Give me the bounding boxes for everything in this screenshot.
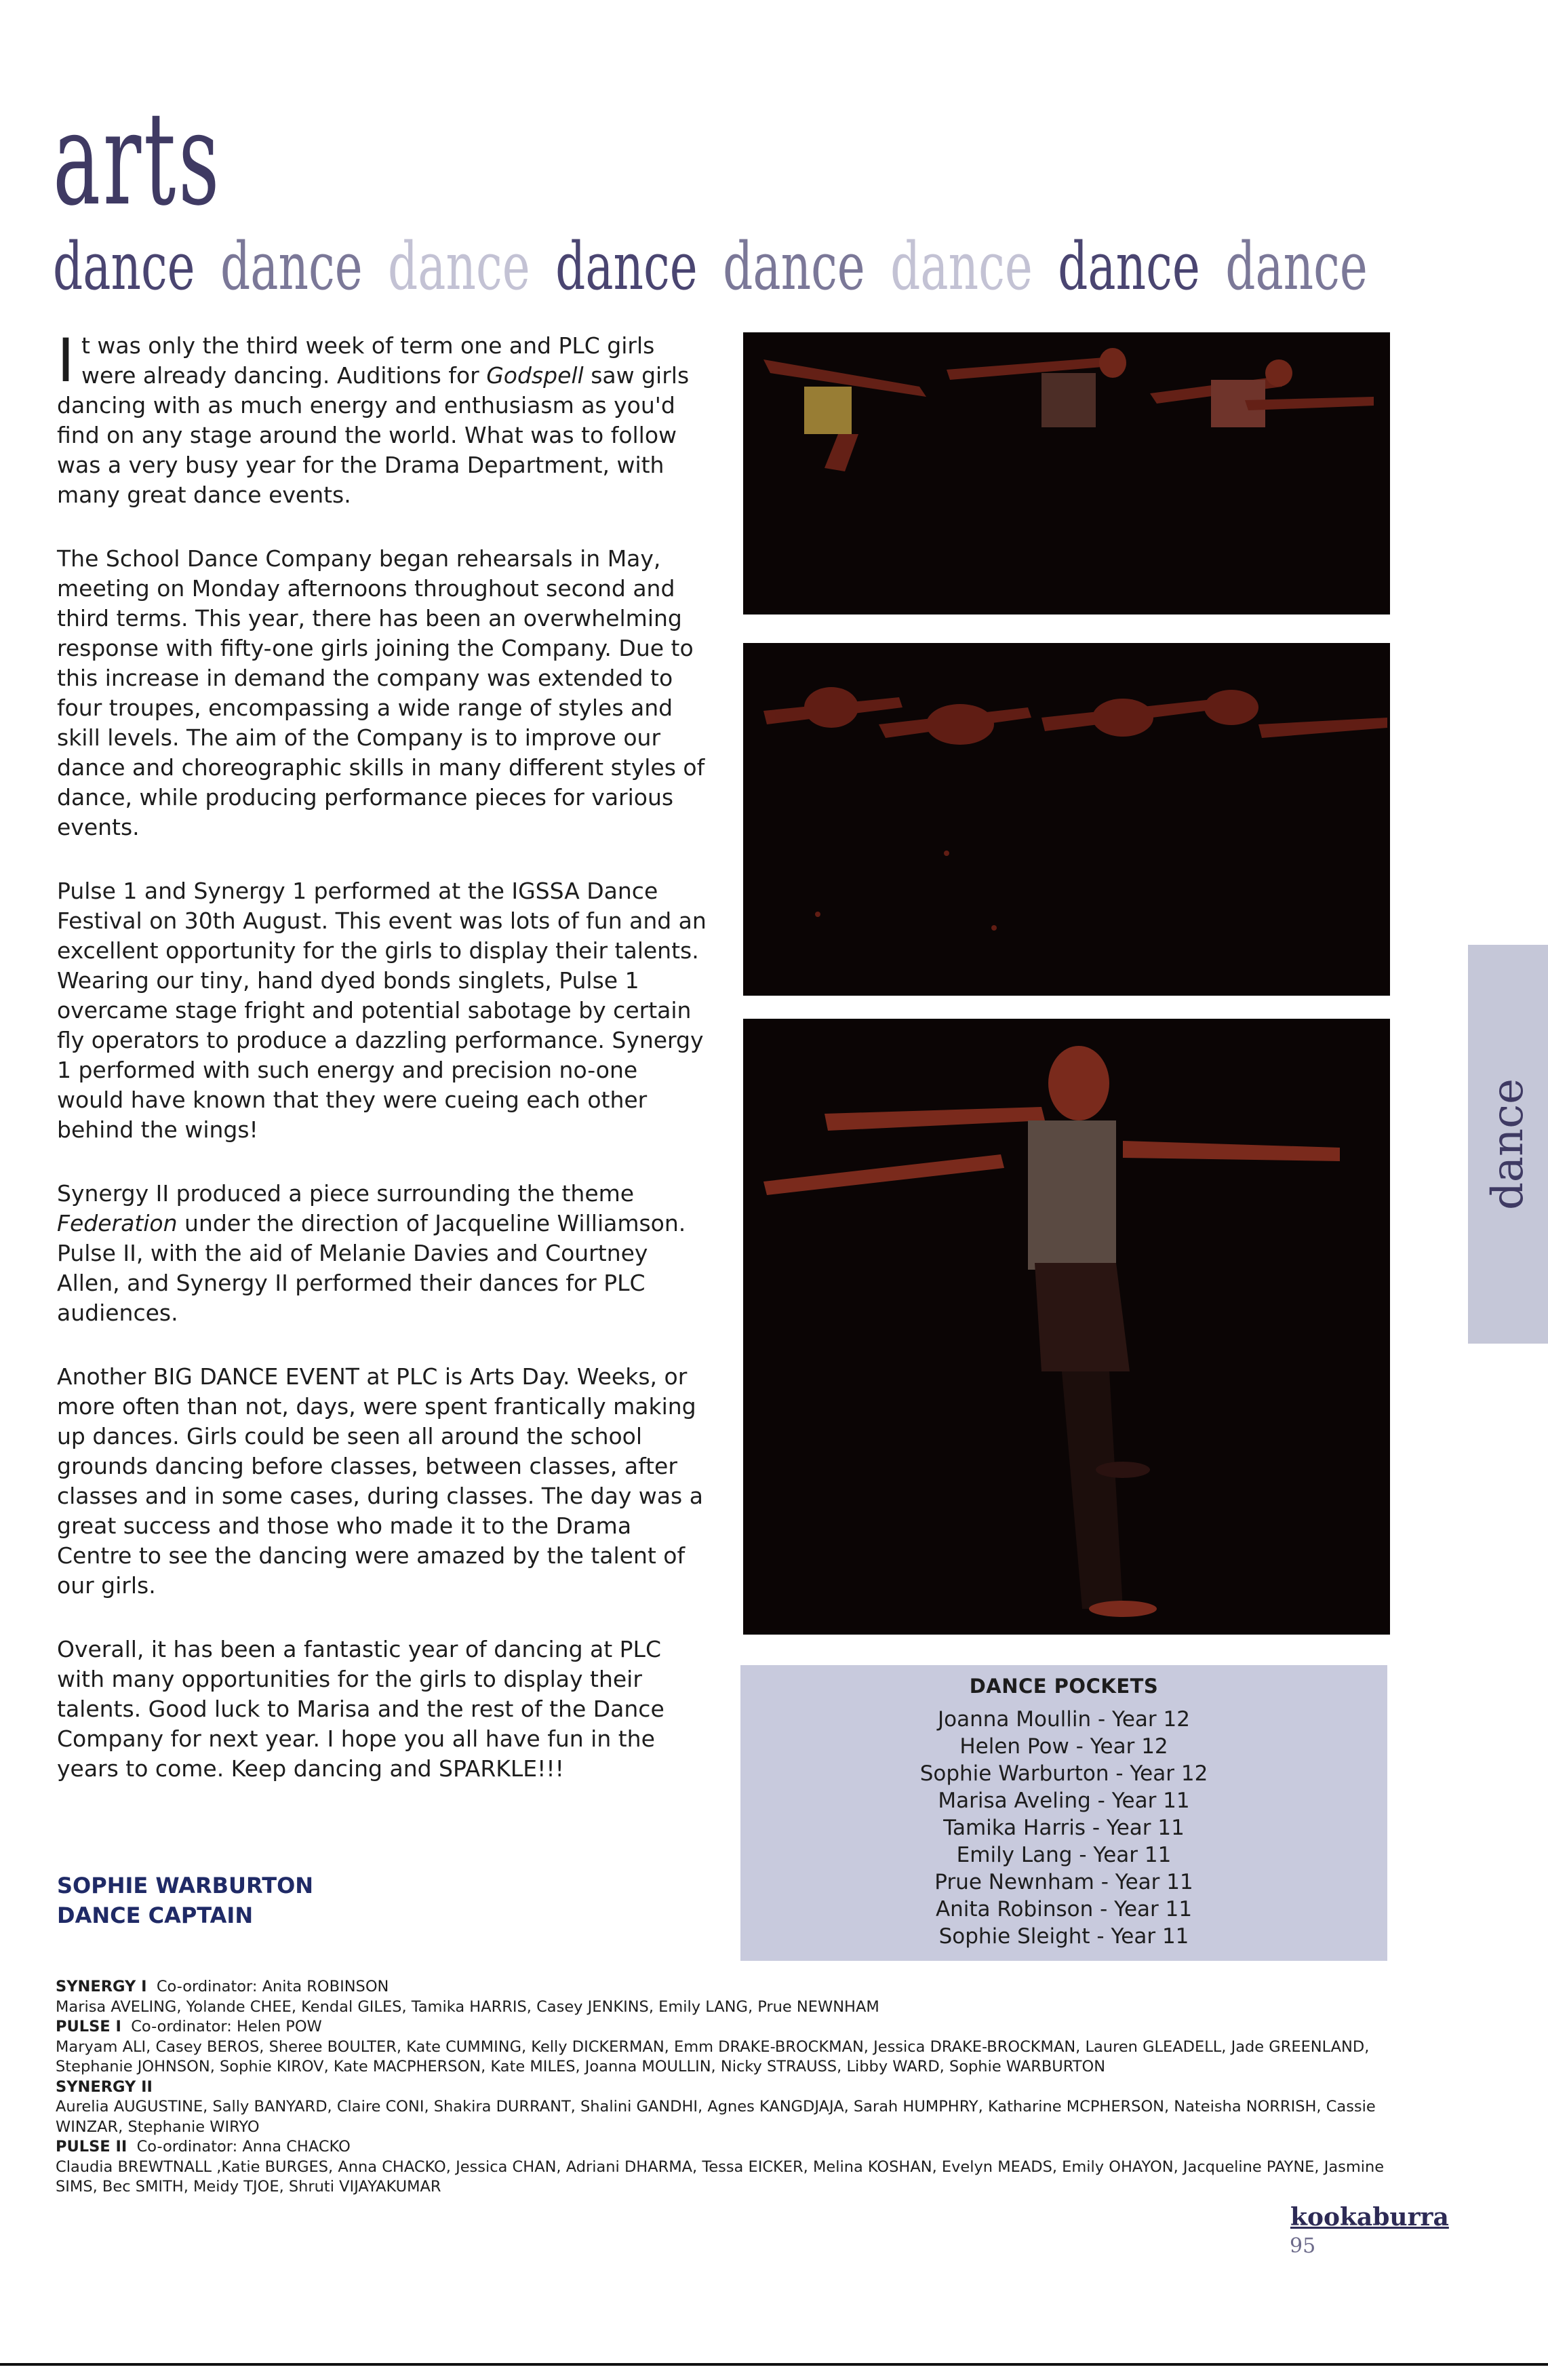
section-title: arts	[53, 84, 222, 234]
dance-photo-troupe	[743, 643, 1390, 996]
credit-members: Claudia BREWTNALL ,Katie BURGES, Anna CHACKO, Jessica CHAN, Adriani DHARMA, Tessa EICKER, Melina KOSHAN, Evelyn MEADS, Emily OHAYON, Jacqueline PAYNE, Jasmine SIMS, Bec SMITH, Meidy TJOE, Shruti VIJAYAKUMAR	[56, 2158, 1385, 2196]
article-paragraph: Overall, it has been a fantastic year of dancing at PLC with many opportunities for the girls to display their talents. Good luck to Marisa and the rest of the Dance Company for next year. I hope you all have fun in the years to come. Keep dancing and SPARKLE!!!	[57, 1636, 664, 1782]
dance-word-banner	[53, 229, 1368, 305]
troupe-credits	[56, 1977, 1385, 2198]
dance-photo-soloist	[743, 1019, 1390, 1635]
list-item: Anita Robinson - Year 11	[935, 1897, 1193, 1921]
author-role: DANCE CAPTAIN	[57, 1903, 254, 1928]
list-item: Marisa Aveling - Year 11	[938, 1789, 1190, 1813]
publication-name: kookaburra	[1290, 2203, 1449, 2231]
section-side-tab	[1468, 945, 1548, 1344]
author-signoff	[57, 1871, 667, 1930]
list-item: Joanna Moullin - Year 12	[938, 1707, 1190, 1732]
list-item: Sophie Warburton - Year 12	[919, 1761, 1208, 1786]
author-name: SOPHIE WARBURTON	[57, 1873, 314, 1898]
dance-pockets-box	[740, 1665, 1387, 1961]
page-number: 95	[1290, 2234, 1316, 2258]
dance-word: dance	[220, 229, 363, 305]
list-item: Sophie Sleight - Year 11	[938, 1924, 1189, 1949]
dance-pockets-title: DANCE POCKETS	[969, 1675, 1159, 1698]
credit-group: SYNERGY I Co-ordinator: Anita ROBINSON	[56, 1978, 389, 1995]
dance-word: dance	[555, 229, 698, 305]
credit-members: Marisa AVELING, Yolande CHEE, Kendal GILES, Tamika HARRIS, Casey JENKINS, Emily LANG, Prue NEWNHAM	[56, 1997, 879, 2016]
article-paragraph: The School Dance Company began rehearsals in May, meeting on Monday afternoons throughout second and third terms. This year, there has been an overwhelming response with fifty-one girls joining the Company. Due to this increase in demand the company was extended to four troupes, encompassing a wide range of styles and skill levels. The aim of the Company is to improve our dance and choreographic skills in many different styles of dance, while producing performance pieces for various events.	[57, 545, 705, 840]
credit-members: Maryam ALI, Casey BEROS, Sheree BOULTER, Kate CUMMING, Kelly DICKERMAN, Emm DRAKE-BROCKMAN, Jessica DRAKE-BROCKMAN, Lauren GLEADELL, Jade GREENLAND, Stephanie JOHNSON, Sophie KIROV, Kate MACPHERSON, Kate MILES, Joanna MOULLIN, Nicky STRAUSS, Libby WARD, Sophie WARBURTON	[56, 2037, 1370, 2075]
article-paragraph: It was only the third week of term one and PLC girls were already dancing. Auditions for Godspell saw girls dancing with as much energy and enthusiasm as you'd find on any stage around the world. What was to follow was a very busy year for the Drama Department, with many great dance events.	[57, 326, 690, 508]
dance-word: dance	[890, 229, 1033, 305]
dance-photo-trio	[743, 332, 1390, 614]
article-body	[57, 326, 708, 1818]
dance-word: dance	[53, 229, 195, 305]
dance-word: dance	[388, 229, 530, 305]
bottom-rule	[0, 2363, 1548, 2366]
credit-group: SYNERGY II	[56, 2077, 153, 2096]
drop-cap: I	[57, 326, 75, 395]
list-item: Emily Lang - Year 11	[956, 1843, 1172, 1867]
dance-word: dance	[1058, 229, 1200, 305]
list-item: Helen Pow - Year 12	[959, 1734, 1168, 1759]
dance-word: dance	[723, 229, 865, 305]
article-paragraph: Another BIG DANCE EVENT at PLC is Arts Day. Weeks, or more often than not, days, were spent frantically making up dances. Girls could be seen all around the school grounds dancing before classes, between classes, after classes and in some cases, during classes. The day was a great success and those who made it to the Drama Centre to see the dancing were amazed by the talent of our girls.	[57, 1363, 703, 1599]
list-item: Prue Newnham - Year 11	[934, 1870, 1193, 1894]
credit-group: PULSE I Co-ordinator: Helen POW	[56, 2018, 322, 2035]
article-paragraph: Pulse 1 and Synergy 1 performed at the IGSSA Dance Festival on 30th August. This event was lots of fun and an excellent opportunity for the girls to display their talents. Wearing our tiny, hand dyed bonds singlets, Pulse 1 overcame stage fright and potential sabotage by certain fly operators to produce a dazzling performance. Synergy 1 performed with such energy and precision no-one would have known that they were cueing each other behind the wings!	[57, 878, 707, 1143]
credit-members: Aurelia AUGUSTINE, Sally BANYARD, Claire CONI, Shakira DURRANT, Shalini GANDHI, Agnes KANGDJAJA, Sarah HUMPHRY, Katharine MCPHERSON, Nateisha NORRISH, Cassie WINZAR, Stephanie WIRYO	[56, 2098, 1376, 2136]
credit-group: PULSE II Co-ordinator: Anna CHACKO	[56, 2138, 351, 2155]
list-item: Tamika Harris - Year 11	[943, 1816, 1185, 1840]
dance-word: dance	[1225, 229, 1368, 305]
article-paragraph: Synergy II produced a piece surrounding the theme Federation under the direction of Jacqueline Williamson. Pulse II, with the aid of Melanie Davies and Courtney Allen, and Synergy II performed their dances for PLC audiences.	[57, 1180, 686, 1326]
side-tab-label: dance	[1483, 1078, 1533, 1211]
